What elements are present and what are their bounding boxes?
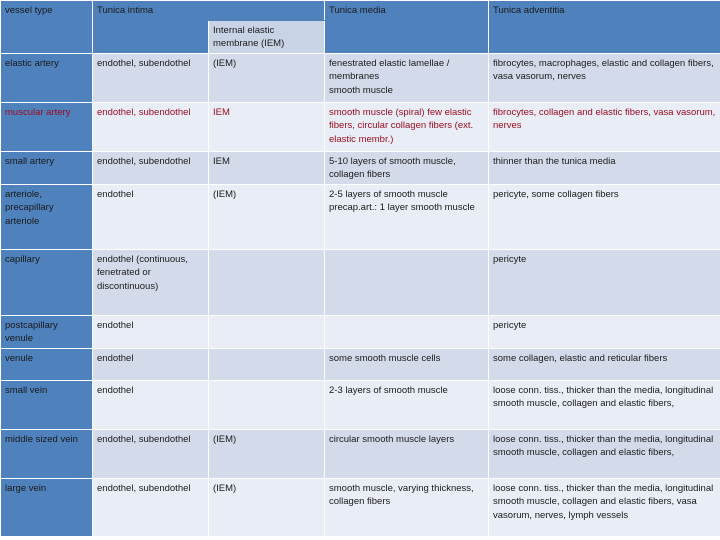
cell-tunica-adventitia: pericyte: [489, 315, 720, 348]
cell-iem: [209, 315, 325, 348]
cell-tunica-media: smooth muscle (spiral) few elastic fibers, circular collagen fibers (ext. elastic membr.): [325, 102, 489, 151]
cell-tunica-media: 5-10 layers of smooth muscle, collagen fibers: [325, 151, 489, 184]
cell-tunica-intima: endothel: [93, 184, 209, 249]
cell-tunica-adventitia: thinner than the tunica media: [489, 151, 720, 184]
cell-iem: (IEM): [209, 184, 325, 249]
cell-tunica-intima: endothel, subendothel: [93, 151, 209, 184]
cell-iem: IEM: [209, 151, 325, 184]
cell-tunica-intima: endothel: [93, 380, 209, 429]
cell-tunica-intima: endothel, subendothel: [93, 102, 209, 151]
table-row: [1, 102, 720, 151]
cell-vessel-type: large vein: [1, 478, 93, 536]
cell-tunica-adventitia: fibrocytes, collagen and elastic fibers, vasa vasorum, nerves: [489, 102, 720, 151]
cell-tunica-adventitia: some collagen, elastic and reticular fibers: [489, 348, 720, 380]
cell-vessel-type: capillary: [1, 249, 93, 315]
cell-iem: IEM: [209, 102, 325, 151]
header-vessel-type: vessel type: [1, 1, 93, 54]
header-intima-spacer: [93, 20, 209, 53]
header-tunica-adventitia: Tunica adventitia: [489, 1, 720, 54]
cell-tunica-media: [325, 315, 489, 348]
cell-tunica-adventitia: loose conn. tiss., thicker than the media, longitudinal smooth muscle, collagen and elastic fibers,: [489, 380, 720, 429]
cell-tunica-media: smooth muscle, varying thickness, collagen fibers: [325, 478, 489, 536]
table-row: [1, 53, 720, 102]
cell-tunica-intima: endothel (continuous, fenetrated or discontinuous): [93, 249, 209, 315]
cell-vessel-type: elastic artery: [1, 53, 93, 102]
cell-tunica-media: 2-3 layers of smooth muscle: [325, 380, 489, 429]
cell-tunica-adventitia: loose conn. tiss., thicker than the media, longitudinal smooth muscle, collagen and elastic fibers, vasa vasorum, nerves, lymph vessels: [489, 478, 720, 536]
cell-vessel-type: arteriole, precapillary arteriole: [1, 184, 93, 249]
cell-tunica-adventitia: pericyte, some collagen fibers: [489, 184, 720, 249]
table-row: [1, 184, 720, 249]
cell-tunica-intima: endothel: [93, 348, 209, 380]
cell-tunica-adventitia: fibrocytes, macrophages, elastic and collagen fibers, vasa vasorum, nerves: [489, 53, 720, 102]
cell-vessel-type: postcapillary venule: [1, 315, 93, 348]
table-row: [1, 348, 720, 380]
cell-tunica-media: [325, 249, 489, 315]
table-row: [1, 249, 720, 315]
table-row: [1, 478, 720, 536]
cell-tunica-adventitia: pericyte: [489, 249, 720, 315]
table-row: [1, 429, 720, 478]
table-row: [1, 151, 720, 184]
cell-tunica-intima: endothel, subendothel: [93, 478, 209, 536]
cell-vessel-type: small vein: [1, 380, 93, 429]
cell-iem: (IEM): [209, 478, 325, 536]
header-tunica-intima: Tunica intima: [93, 1, 325, 21]
cell-iem: [209, 380, 325, 429]
header-row: [1, 1, 720, 21]
cell-tunica-media: some smooth muscle cells: [325, 348, 489, 380]
cell-iem: (IEM): [209, 429, 325, 478]
cell-vessel-type: middle sized vein: [1, 429, 93, 478]
table-row: [1, 315, 720, 348]
cell-tunica-media: fenestrated elastic lamellae / membranes smooth muscle: [325, 53, 489, 102]
cell-iem: (IEM): [209, 53, 325, 102]
cell-vessel-type: venule: [1, 348, 93, 380]
cell-tunica-intima: endothel, subendothel: [93, 53, 209, 102]
cell-tunica-media: circular smooth muscle layers: [325, 429, 489, 478]
cell-tunica-intima: endothel, subendothel: [93, 429, 209, 478]
header-iem: Internal elastic membrane (IEM): [209, 20, 325, 53]
cell-tunica-intima: endothel: [93, 315, 209, 348]
cell-vessel-type: muscular artery: [1, 102, 93, 151]
cell-vessel-type: small artery: [1, 151, 93, 184]
table-row: [1, 380, 720, 429]
cell-iem: [209, 249, 325, 315]
header-tunica-media: Tunica media: [325, 1, 489, 54]
cell-iem: [209, 348, 325, 380]
cell-tunica-adventitia: loose conn. tiss., thicker than the media, longitudinal smooth muscle, collagen and elastic fibers,: [489, 429, 720, 478]
cell-tunica-media: 2-5 layers of smooth muscle precap.art.: 1 layer smooth muscle: [325, 184, 489, 249]
